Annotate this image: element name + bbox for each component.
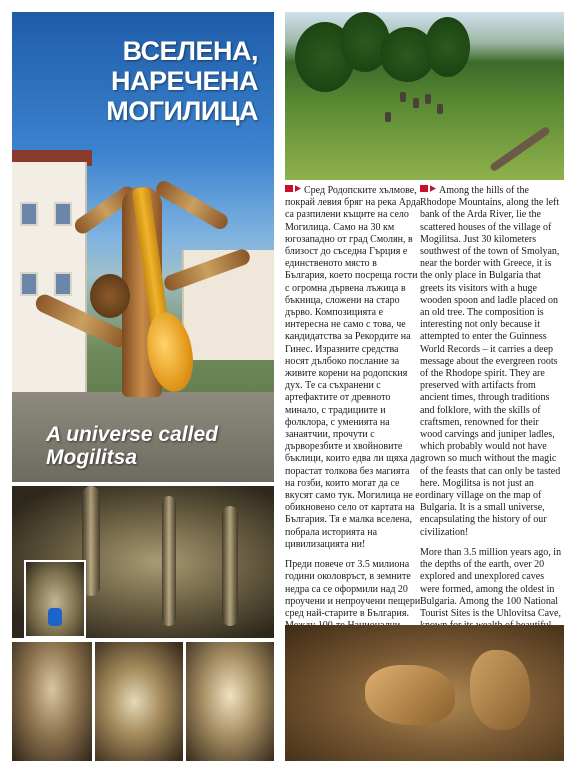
paragraph: Among the hills of the Rhodope Mountains, along the left bank of the Arda River, lie the scattered houses of the village of Mogilitsa. Just 30 kilometers southwest of the town of Smolyan, near the border with Greece, it is the only place in Bulgaria that greets its visitors with a huge wooden spoon and ladle placed on an old tree. The composition is interesting not only because it attempted to enter the Guinness World Records – it carries a deep message about the evergreen roots of the Rhodope spirit. They are preserved with artifacts from ancient times, through traditions and folklore, with the skills of craftsmen, renowned for their wood carvings and juniper ladles, which probably would not have grown so much without the magic of the feasts that can only be tasted here. Mogilitsa is not just an ordinary village on the map of Bulgaria. It is a small universe, encapsulating the history of our civilization! xyxy=(420,185,561,538)
wood-carving-photo xyxy=(285,625,564,761)
wooden-barrel xyxy=(90,274,130,318)
cave-photo-inset xyxy=(24,560,86,638)
person xyxy=(400,92,406,102)
article-text-english xyxy=(420,185,562,653)
arrow-marker-icon xyxy=(420,185,436,192)
meadow-photo xyxy=(285,12,564,180)
cave-explorer xyxy=(48,608,62,626)
cave-photo-small-3 xyxy=(186,642,274,761)
carved-figure xyxy=(470,650,530,730)
person xyxy=(385,112,391,122)
paragraph: Сред Родопските хълмове, покрай левия бряг на река Арда са разпилени къщите на село Могилица. Само на 30 км югозападно от град Смолян, в близост до съседна Гърция е единственото място в България, което посреща гости с огромна дървена лъжица в бъкница, сложени на старо дърво. Композицията е интересна не само с това, че кандидатства за Рекордите на Гинес. Изразните средства носят дълбоко послание за живите корени на родопския дух. Те са съхранени с артефактите от древното минало, с традициите и фолклора, с уменията на занаятчии, прочути с дърворезбите и хвойновите бъклици, които едва ли щяха да порастат толкова без магията на гозби, които могат да се вкусят само тук. Могилица не е обикновено село от картата на България. Тя е малка вселена, побрала историята на цивилизацията ни! xyxy=(285,185,421,550)
person xyxy=(413,98,419,108)
article-title-bg: ВСЕЛЕНА, НАРЕЧЕНА МОГИЛИЦА xyxy=(106,36,258,126)
paragraph: Преди повече от 3.5 милиона години околовръст, в земните недра са се оформили над 20 проучени и непроучени пещери сред най-старите в България. xyxy=(285,559,421,619)
window xyxy=(20,272,38,296)
cave-photo-small-1 xyxy=(12,642,92,761)
tree-branch xyxy=(153,178,230,232)
carved-figure xyxy=(365,665,455,725)
stalactite xyxy=(162,496,176,626)
house-facade xyxy=(12,162,87,392)
arrow-marker-icon xyxy=(285,185,301,192)
stalactite xyxy=(222,506,238,626)
tree xyxy=(425,17,470,77)
cave-photo-small-2 xyxy=(95,642,183,761)
article-text-bulgarian xyxy=(285,185,421,653)
person xyxy=(437,104,443,114)
window xyxy=(20,202,38,226)
article-title-en: A universe called Mogilitsa xyxy=(46,423,218,469)
window xyxy=(54,272,72,296)
paragraph: More than 3.5 million years ago, in the depths of the earth, over 20 explored and unexplored caves were formed, among the oldest in Bulgaria. Among the 100 National Tourist Sites is the Uhlovitsa Cave, xyxy=(420,546,562,619)
window xyxy=(54,202,72,226)
person xyxy=(425,94,431,104)
